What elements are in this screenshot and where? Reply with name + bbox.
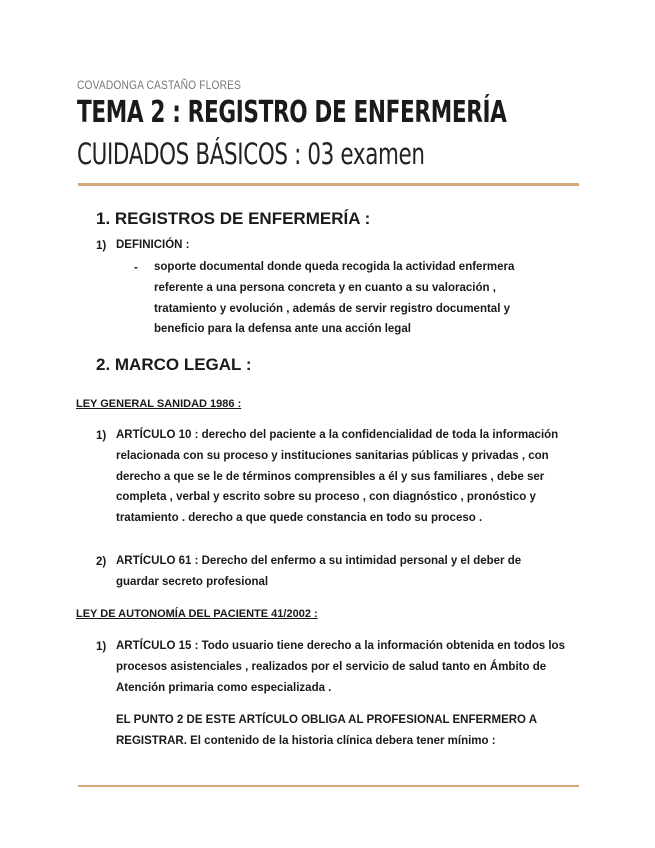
document-title: TEMA 2 : REGISTRO DE ENFERMERÍA — [77, 95, 507, 130]
list-number: 1) — [96, 430, 107, 442]
law-title-sanidad: LEY GENERAL SANIDAD 1986 : — [76, 398, 242, 410]
definition-label: DEFINICIÓN : — [116, 239, 190, 251]
law-title-autonomia: LEY DE AUTONOMÍA DEL PACIENTE 41/2002 : — [76, 608, 318, 620]
article-15-text: ARTÍCULO 15 : Todo usuario tiene derecho a la información obtenida en todos los procesos asistenciales , realizados por el servicio de salud tanto en Ámbito de Atención primaria como especializada . — [116, 640, 565, 694]
bottom-divider — [78, 785, 579, 787]
section-heading-marco-legal: 2. MARCO LEGAL : — [96, 355, 252, 374]
bullet-dash: - — [134, 262, 138, 274]
author-name: COVADONGA CASTAÑO FLORES — [77, 78, 242, 92]
section-heading-registros: 1. REGISTROS DE ENFERMERÍA : — [96, 209, 371, 228]
article-61-text: ARTÍCULO 61 : Derecho del enfermo a su intimidad personal y el deber de guardar secreto profesional — [116, 555, 522, 588]
list-number: 1) — [96, 641, 107, 653]
top-divider — [78, 183, 579, 186]
article-10-text: ARTÍCULO 10 : derecho del paciente a la confidencialidad de toda la información relacionada con su proceso y instituciones sanitarias públicas y privadas , con derecho a que se le de términos comprensibles a él y sus familiares , debe ser completa , verbal y escrito sobre su proceso , con diagnóstico , pronóstico y tratamiento . derecho a que quede constancia en todo su proceso . — [116, 429, 559, 525]
article-15-note: EL PUNTO 2 DE ESTE ARTÍCULO OBLIGA AL PROFESIONAL ENFERMERO A REGISTRAR. El contenido de la historia clínica debera tener mínimo : — [116, 714, 537, 747]
document-subtitle: CUIDADOS BÁSICOS : 03 examen — [77, 137, 425, 171]
list-number: 1) — [96, 240, 107, 252]
definition-text: soporte documental donde queda recogida la actividad enfermera referente a una persona concreta y en cuanto a su valoración , tratamiento y evolución , además de servir registro documental y beneficio para la defensa ante una acción legal — [154, 261, 515, 336]
list-number: 2) — [96, 556, 107, 568]
